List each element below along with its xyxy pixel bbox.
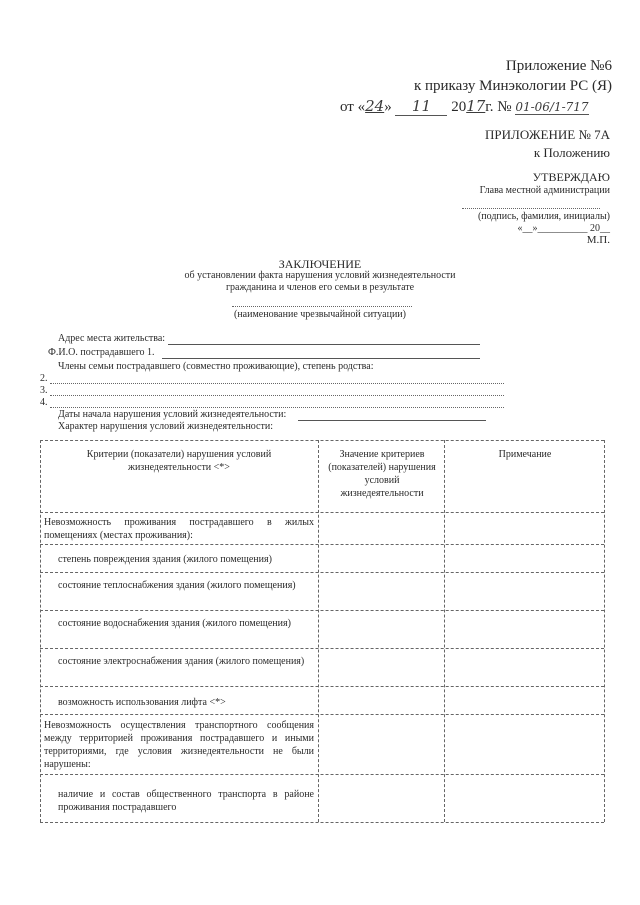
table-row: Невозможность осуществления транспортного сообщения между территорией проживания пострадавшего и иными территориями, где условия жизнедеятельности не были нарушены:: [44, 720, 314, 770]
date-year: 17: [466, 97, 486, 115]
date-suffix: г. №: [485, 99, 512, 115]
date-mid: »: [384, 99, 392, 115]
start-date-label: Даты начала нарушения условий жизнедеятельности:: [58, 409, 287, 420]
conclusion-title: ЗАКЛЮЧЕНИЕ: [278, 257, 362, 271]
signature-hint: (подпись, фамилия, инициалы): [477, 211, 610, 222]
table-row: Невозможность проживания пострадавшего в жилых помещениях (местах проживания):: [44, 517, 314, 541]
approval-position: Глава местной администрации: [479, 185, 610, 196]
family-member-2-field[interactable]: [50, 383, 504, 384]
table-col-divider-2: [444, 440, 445, 822]
header-value: Значение критериев (показателей) нарушения условий жизнедеятельности: [328, 449, 436, 499]
table-border-right: [604, 440, 605, 822]
start-date-field[interactable]: [298, 420, 486, 421]
table-row: состояние теплоснабжения здания (жилого помещения): [58, 580, 296, 591]
order-line: к приказу Минэкологии РС (Я): [413, 78, 612, 94]
table-row: возможность использования лифта <*>: [58, 697, 226, 708]
approval-stamp: М.П.: [586, 234, 610, 246]
family-num-2: 2.: [40, 373, 48, 384]
table-border-bottom: [40, 822, 604, 823]
emergency-hint: (наименование чрезвычайной ситуации): [234, 309, 406, 320]
family-num-4: 4.: [40, 397, 48, 408]
date-year-prefix: 20: [451, 99, 467, 115]
character-label: Характер нарушения условий жизнедеятельности:: [58, 421, 273, 432]
attachment-subtitle: к Положению: [533, 145, 610, 160]
family-member-3-field[interactable]: [50, 395, 504, 396]
family-member-4-field[interactable]: [50, 407, 504, 408]
appendix-line: Приложение №6: [505, 58, 612, 74]
row-separator: [40, 686, 604, 687]
signature-line: [462, 208, 600, 209]
emergency-name-line: [232, 306, 412, 307]
table-border-left: [40, 440, 41, 822]
approval-date-line: «__»__________ 20__: [517, 223, 610, 234]
row-separator: [40, 544, 604, 545]
name-field[interactable]: [162, 358, 480, 359]
table-border-top: [40, 440, 604, 441]
order-date-line: [340, 97, 589, 116]
table-row: состояние электроснабжения здания (жилого помещения): [58, 656, 305, 667]
header-criteria: Критерии (показатели) нарушения условий жизнедеятельности <*>: [86, 449, 272, 473]
row-separator: [40, 714, 604, 715]
header-separator: [40, 512, 604, 513]
family-num-3: 3.: [40, 385, 48, 396]
approval-heading: УТВЕРЖДАЮ: [532, 170, 610, 184]
name-label: Ф.И.О. пострадавшего 1.: [48, 347, 155, 358]
date-month: 11: [395, 97, 447, 116]
conclusion-line1: об установлении факта нарушения условий жизнедеятельности: [184, 270, 456, 281]
table-col-divider-1: [318, 440, 319, 822]
table-row: состояние водоснабжения здания (жилого помещения): [58, 618, 291, 629]
date-day: 24: [365, 97, 385, 115]
order-number: 01-06/1-717: [515, 100, 589, 114]
header-note: Примечание: [498, 449, 552, 460]
attachment-title: ПРИЛОЖЕНИЕ № 7А: [485, 127, 610, 142]
conclusion-line2: гражданина и членов его семьи в результате: [225, 282, 415, 293]
row-separator: [40, 610, 604, 611]
address-field[interactable]: [168, 344, 480, 345]
criteria-table: [40, 440, 604, 822]
row-separator: [40, 774, 604, 775]
row-separator: [40, 648, 604, 649]
table-row: степень повреждения здания (жилого помещения): [58, 554, 272, 565]
row-separator: [40, 572, 604, 573]
date-prefix: от «: [340, 99, 366, 115]
family-label: Члены семьи пострадавшего (совместно проживающие), степень родства:: [58, 361, 374, 372]
table-row: наличие и состав общественного транспорта в районе проживания пострадавшего: [58, 789, 314, 813]
address-label: Адрес места жительства:: [58, 333, 166, 344]
